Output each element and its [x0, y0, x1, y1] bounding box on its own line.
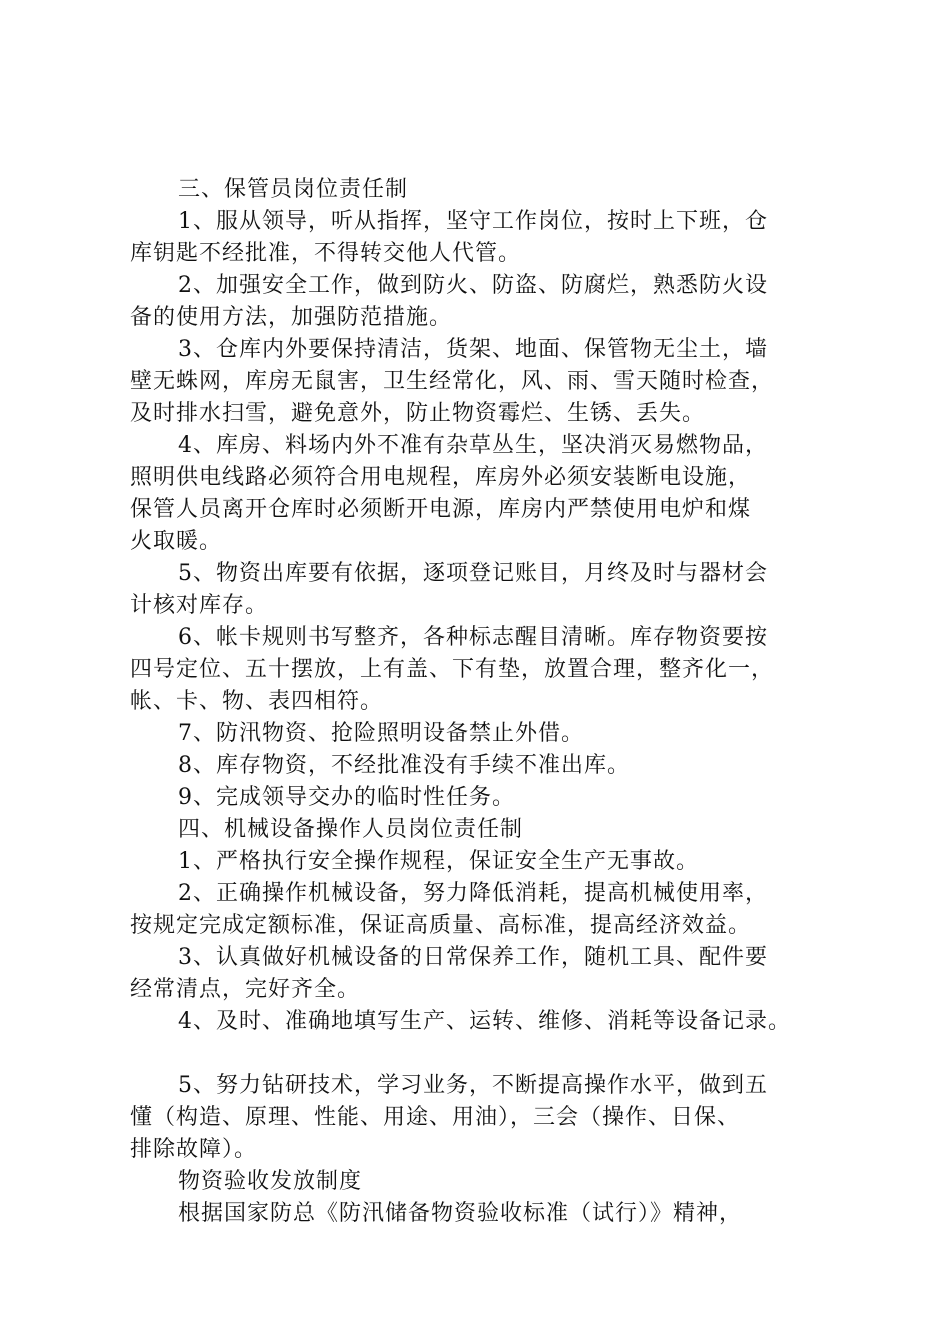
paragraph-line: 5、努力钻研技术，学习业务，不断提高操作水平，做到五	[178, 1073, 768, 1098]
paragraph-line: 3、认真做好机械设备的日常保养工作，随机工具、配件要	[178, 945, 768, 970]
paragraph-line: 1、严格执行安全操作规程，保证安全生产无事故。	[178, 849, 699, 874]
paragraph-line: 库钥匙不经批准，不得转交他人代管。	[130, 241, 522, 266]
paragraph-line: 计核对库存。	[130, 593, 269, 618]
paragraph-line: 3、仓库内外要保持清洁，货架、地面、保管物无尘土，墙	[178, 337, 768, 362]
paragraph-line: 4、及时、准确地填写生产、运转、维修、消耗等设备记录。	[178, 1009, 791, 1034]
paragraph-line: 9、完成领导交办的临时性任务。	[178, 785, 515, 810]
document-body	[130, 174, 850, 1230]
paragraph-line: 1、服从领导，听从指挥，坚守工作岗位，按时上下班，仓	[178, 209, 768, 234]
paragraph-line: 照明供电线路必须符合用电规程，库房外必须安装断电设施，	[130, 465, 752, 490]
paragraph-line: 4、库房、料场内外不准有杂草丛生，坚决消灭易燃物品，	[178, 433, 768, 458]
paragraph-line: 6、帐卡规则书写整齐，各种标志醒目清晰。库存物资要按	[178, 625, 768, 650]
paragraph-line: 按规定完成定额标准，保证高质量、高标准，提高经济效益。	[130, 913, 752, 938]
paragraph-line: 备的使用方法，加强防范措施。	[130, 305, 453, 330]
section-heading-storekeeper: 三、保管员岗位责任制	[178, 177, 409, 202]
paragraph-line: 保管人员离开仓库时必须断开电源，库房内严禁使用电炉和煤	[130, 497, 752, 522]
paragraph-line: 火取暖。	[130, 529, 223, 554]
paragraph-line: 壁无蛛网，库房无鼠害，卫生经常化，风、雨、雪天随时检查，	[130, 369, 775, 394]
section-heading-material-acceptance: 物资验收发放制度	[178, 1169, 363, 1194]
paragraph-line: 经常清点，完好齐全。	[130, 977, 361, 1002]
paragraph-line: 懂（构造、原理、性能、用途、用油），三会（操作、日保、	[130, 1105, 741, 1130]
paragraph-line: 根据国家防总《防汛储备物资验收标准（试行）》精神，	[178, 1201, 743, 1226]
paragraph-line: 帐、卡、物、表四相符。	[130, 689, 384, 714]
paragraph-line: 及时排水扫雪，避免意外，防止物资霉烂、生锈、丢失。	[130, 401, 706, 426]
paragraph-line: 2、正确操作机械设备，努力降低消耗，提高机械使用率，	[178, 881, 768, 906]
paragraph-line: 2、加强安全工作，做到防火、防盗、防腐烂，熟悉防火设	[178, 273, 768, 298]
paragraph-line: 5、物资出库要有依据，逐项登记账目，月终及时与器材会	[178, 561, 768, 586]
paragraph-line: 8、库存物资，不经批准没有手续不准出库。	[178, 753, 630, 778]
blank-line	[130, 1038, 850, 1070]
paragraph-line: 排除故障）。	[130, 1137, 258, 1162]
section-heading-machine-operator: 四、机械设备操作人员岗位责任制	[178, 817, 524, 842]
paragraph-line: 7、防汛物资、抢险照明设备禁止外借。	[178, 721, 584, 746]
paragraph-line: 四号定位、五十摆放，上有盖、下有垫，放置合理，整齐化一，	[130, 657, 775, 682]
